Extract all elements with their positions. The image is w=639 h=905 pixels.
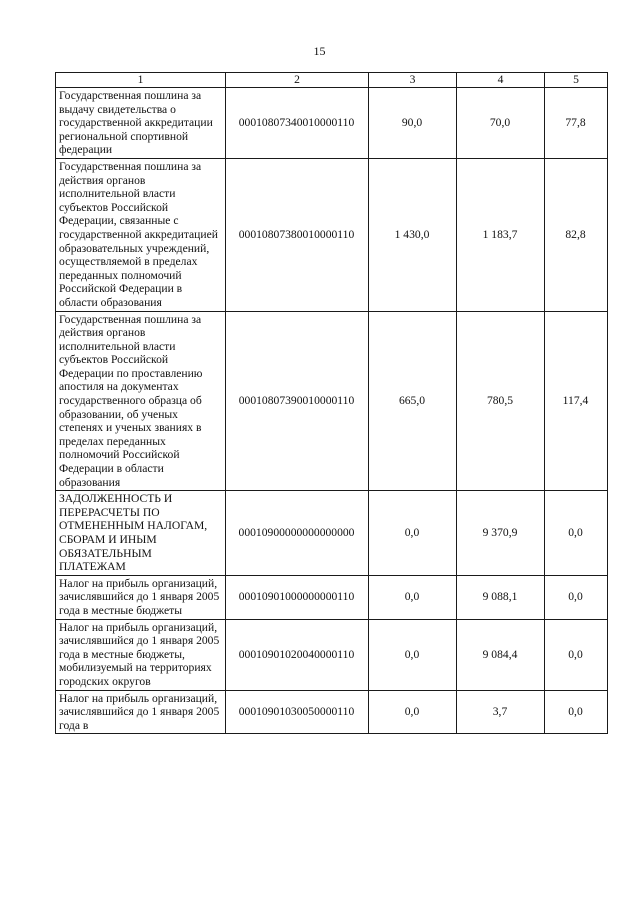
row-value-col3: 90,0 — [369, 88, 457, 159]
row-code: 00010901000000000110 — [226, 575, 369, 619]
row-name: Государственная пошлина за действия органов исполнительной власти субъектов Российской Федерации, связанные с государственной аккредитацией образовательных учреждений, осуществляемой в пределах переданных полномочий Российской Федерации в области образования — [56, 158, 226, 311]
row-value-col5: 0,0 — [545, 690, 608, 734]
column-header-2: 2 — [226, 73, 369, 88]
table-row — [56, 619, 608, 690]
row-name: Государственная пошлина за выдачу свидетельства о государственной аккредитации региональной спортивной федерации — [56, 88, 226, 159]
row-code: 00010807340010000110 — [226, 88, 369, 159]
row-value-col3: 0,0 — [369, 575, 457, 619]
table-row — [56, 575, 608, 619]
budget-revenue-table — [55, 72, 608, 734]
row-name: Государственная пошлина за действия органов исполнительной власти субъектов Российской Федерации по проставлению апостиля на документах государственного образца об образовании, об ученых степенях и ученых званиях в пределах переданных полномочий Российской Федерации в области образования — [56, 311, 226, 491]
row-value-col3: 0,0 — [369, 619, 457, 690]
column-header-1: 1 — [56, 73, 226, 88]
row-value-col3: 0,0 — [369, 491, 457, 576]
column-header-4: 4 — [457, 73, 545, 88]
row-name: ЗАДОЛЖЕННОСТЬ И ПЕРЕРАСЧЕТЫ ПО ОТМЕНЕННЫМ НАЛОГАМ, СБОРАМ И ИНЫМ ОБЯЗАТЕЛЬНЫМ ПЛАТЕЖАМ — [56, 491, 226, 576]
row-code: 00010807380010000110 — [226, 158, 369, 311]
page-number: 15 — [313, 44, 326, 58]
row-code: 00010900000000000000 — [226, 491, 369, 576]
row-value-col4: 780,5 — [457, 311, 545, 491]
row-value-col5: 0,0 — [545, 619, 608, 690]
row-name: Налог на прибыль организаций, зачислявшийся до 1 января 2005 года в — [56, 690, 226, 734]
row-code: 00010901030050000110 — [226, 690, 369, 734]
row-value-col4: 9 088,1 — [457, 575, 545, 619]
row-code: 00010901020040000110 — [226, 619, 369, 690]
row-code: 00010807390010000110 — [226, 311, 369, 491]
row-name: Налог на прибыль организаций, зачислявшийся до 1 января 2005 года в местные бюджеты, мобилизуемый на территориях городских округов — [56, 619, 226, 690]
table-row — [56, 491, 608, 576]
row-value-col5: 117,4 — [545, 311, 608, 491]
table-header-row — [56, 73, 608, 88]
row-value-col5: 0,0 — [545, 575, 608, 619]
row-value-col5: 77,8 — [545, 88, 608, 159]
row-name: Налог на прибыль организаций, зачислявшийся до 1 января 2005 года в местные бюджеты — [56, 575, 226, 619]
table-row — [56, 158, 608, 311]
row-value-col4: 1 183,7 — [457, 158, 545, 311]
row-value-col5: 0,0 — [545, 491, 608, 576]
column-header-3: 3 — [369, 73, 457, 88]
row-value-col3: 1 430,0 — [369, 158, 457, 311]
row-value-col3: 665,0 — [369, 311, 457, 491]
row-value-col4: 9 084,4 — [457, 619, 545, 690]
row-value-col3: 0,0 — [369, 690, 457, 734]
table-row — [56, 311, 608, 491]
table-row — [56, 88, 608, 159]
table-row — [56, 690, 608, 734]
row-value-col5: 82,8 — [545, 158, 608, 311]
row-value-col4: 3,7 — [457, 690, 545, 734]
row-value-col4: 9 370,9 — [457, 491, 545, 576]
column-header-5: 5 — [545, 73, 608, 88]
row-value-col4: 70,0 — [457, 88, 545, 159]
